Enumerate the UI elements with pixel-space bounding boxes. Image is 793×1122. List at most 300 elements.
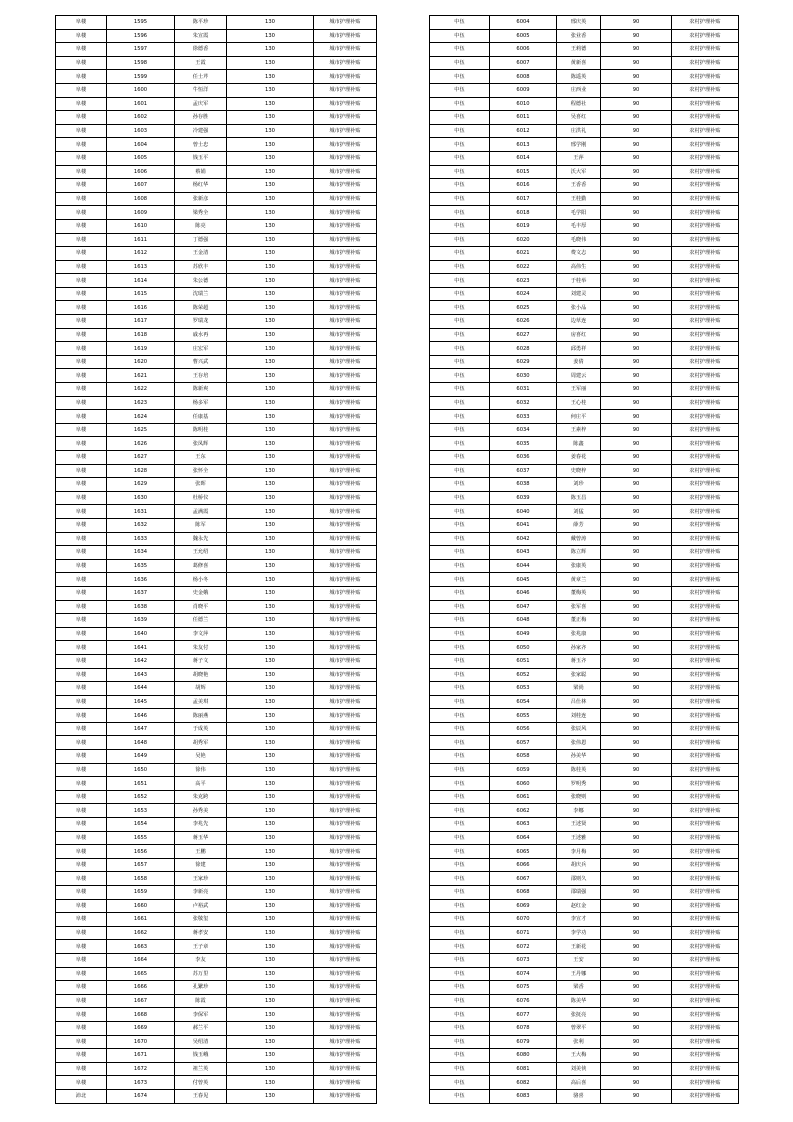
- town-cell: 中伍: [430, 641, 490, 655]
- serial-cell: 1645: [107, 695, 175, 709]
- serial-cell: 1595: [107, 16, 175, 30]
- amount-cell: 90: [601, 777, 672, 791]
- amount-cell: 130: [227, 1089, 314, 1103]
- serial-cell: 1647: [107, 722, 175, 736]
- amount-cell: 90: [601, 396, 672, 410]
- serial-cell: 6046: [490, 586, 557, 600]
- serial-cell: 6036: [490, 451, 557, 465]
- town-cell: 阜楼: [56, 151, 107, 165]
- town-cell: 中伍: [430, 790, 490, 804]
- town-cell: 中伍: [430, 219, 490, 233]
- amount-cell: 90: [601, 559, 672, 573]
- subsidy-type-cell: 城市护理补贴: [314, 369, 377, 383]
- town-cell: 中伍: [430, 383, 490, 397]
- town-cell: 阜楼: [56, 260, 107, 274]
- name-cell: 王东: [175, 451, 227, 465]
- table-row: [430, 1076, 739, 1090]
- name-cell: 陈霞: [175, 994, 227, 1008]
- town-cell: 中伍: [430, 179, 490, 193]
- serial-cell: 1617: [107, 315, 175, 329]
- town-cell: 阜楼: [56, 940, 107, 954]
- subsidy-type-cell: 农村护理补贴: [672, 179, 739, 193]
- table-row: [56, 219, 377, 233]
- name-cell: 张兆康: [557, 627, 601, 641]
- serial-cell: 1638: [107, 600, 175, 614]
- table-row: [430, 668, 739, 682]
- town-cell: 阜楼: [56, 1076, 107, 1090]
- subsidy-type-cell: 农村护理补贴: [672, 383, 739, 397]
- serial-cell: 1620: [107, 355, 175, 369]
- table-row: [56, 777, 377, 791]
- serial-cell: 6061: [490, 790, 557, 804]
- amount-cell: 130: [227, 464, 314, 478]
- town-cell: 阜楼: [56, 600, 107, 614]
- table-row: [56, 383, 377, 397]
- serial-cell: 6018: [490, 206, 557, 220]
- serial-cell: 1606: [107, 165, 175, 179]
- town-cell: 阜楼: [56, 396, 107, 410]
- serial-cell: 1662: [107, 926, 175, 940]
- amount-cell: 90: [601, 233, 672, 247]
- name-cell: 王述雅: [557, 831, 601, 845]
- serial-cell: 1659: [107, 886, 175, 900]
- town-cell: 阜楼: [56, 342, 107, 356]
- serial-cell: 1622: [107, 383, 175, 397]
- serial-cell: 1610: [107, 219, 175, 233]
- amount-cell: 130: [227, 790, 314, 804]
- name-cell: 徐建: [175, 858, 227, 872]
- town-cell: 阜楼: [56, 383, 107, 397]
- table-row: [56, 274, 377, 288]
- serial-cell: 6016: [490, 179, 557, 193]
- subsidy-type-cell: 城市护理补贴: [314, 872, 377, 886]
- subsidy-type-cell: 农村护理补贴: [672, 872, 739, 886]
- amount-cell: 130: [227, 478, 314, 492]
- town-cell: 阜楼: [56, 423, 107, 437]
- serial-cell: 6033: [490, 410, 557, 424]
- subsidy-type-cell: 城市护理补贴: [314, 940, 377, 954]
- table-row: [56, 818, 377, 832]
- table-row: [430, 179, 739, 193]
- town-cell: 中伍: [430, 505, 490, 519]
- table-row: [56, 315, 377, 329]
- serial-cell: 6034: [490, 423, 557, 437]
- subsidy-type-cell: 城市护理补贴: [314, 29, 377, 43]
- serial-cell: 6044: [490, 559, 557, 573]
- subsidy-type-cell: 城市护理补贴: [314, 695, 377, 709]
- table-row: [430, 831, 739, 845]
- amount-cell: 90: [601, 219, 672, 233]
- town-cell: 阜楼: [56, 682, 107, 696]
- table-row: [56, 668, 377, 682]
- amount-cell: 130: [227, 491, 314, 505]
- amount-cell: 90: [601, 845, 672, 859]
- serial-cell: 6031: [490, 383, 557, 397]
- amount-cell: 90: [601, 29, 672, 43]
- table-row: [430, 994, 739, 1008]
- subsidy-type-cell: 农村护理补贴: [672, 886, 739, 900]
- town-cell: 中伍: [430, 301, 490, 315]
- amount-cell: 130: [227, 858, 314, 872]
- name-cell: 王家珍: [175, 872, 227, 886]
- town-cell: 中伍: [430, 1076, 490, 1090]
- town-cell: 中伍: [430, 315, 490, 329]
- name-cell: 陈鑫: [557, 437, 601, 451]
- amount-cell: 130: [227, 886, 314, 900]
- town-cell: 阜楼: [56, 464, 107, 478]
- subsidy-type-cell: 城市护理补贴: [314, 16, 377, 30]
- subsidy-type-cell: 城市护理补贴: [314, 396, 377, 410]
- town-cell: 中伍: [430, 287, 490, 301]
- name-cell: 陈亮: [175, 219, 227, 233]
- name-cell: 张晖: [175, 478, 227, 492]
- table-row: [430, 1008, 739, 1022]
- town-cell: 阜楼: [56, 124, 107, 138]
- subsidy-type-cell: 农村护理补贴: [672, 695, 739, 709]
- serial-cell: 1626: [107, 437, 175, 451]
- amount-cell: 130: [227, 994, 314, 1008]
- subsidy-type-cell: 城市护理补贴: [314, 818, 377, 832]
- name-cell: 胡秀军: [175, 736, 227, 750]
- town-cell: 中伍: [430, 437, 490, 451]
- name-cell: 王安: [557, 953, 601, 967]
- town-cell: 阜楼: [56, 437, 107, 451]
- town-cell: 中伍: [430, 410, 490, 424]
- subsidy-type-cell: 农村护理补贴: [672, 1076, 739, 1090]
- table-row: [56, 518, 377, 532]
- subsidy-type-cell: 城市护理补贴: [314, 682, 377, 696]
- name-cell: 张伟恩: [557, 736, 601, 750]
- amount-cell: 90: [601, 818, 672, 832]
- subsidy-type-cell: 城市护理补贴: [314, 274, 377, 288]
- amount-cell: 130: [227, 369, 314, 383]
- table-row: [430, 505, 739, 519]
- name-cell: 王允绍: [175, 546, 227, 560]
- town-cell: 阜楼: [56, 790, 107, 804]
- table-row: [430, 981, 739, 995]
- name-cell: 陈明桂: [175, 423, 227, 437]
- subsidy-type-cell: 城市护理补贴: [314, 994, 377, 1008]
- town-cell: 中伍: [430, 1008, 490, 1022]
- amount-cell: 90: [601, 56, 672, 70]
- table-row: [56, 192, 377, 206]
- serial-cell: 6066: [490, 858, 557, 872]
- amount-cell: 90: [601, 97, 672, 111]
- amount-cell: 130: [227, 410, 314, 424]
- serial-cell: 6068: [490, 886, 557, 900]
- town-cell: 中伍: [430, 532, 490, 546]
- town-cell: 中伍: [430, 614, 490, 628]
- name-cell: 王霞: [175, 56, 227, 70]
- subsidy-type-cell: 城市护理补贴: [314, 301, 377, 315]
- subsidy-type-cell: 城市护理补贴: [314, 736, 377, 750]
- name-cell: 吴艳: [175, 750, 227, 764]
- table-row: [56, 845, 377, 859]
- serial-cell: 6073: [490, 953, 557, 967]
- amount-cell: 90: [601, 913, 672, 927]
- serial-cell: 1648: [107, 736, 175, 750]
- table-row: [56, 1008, 377, 1022]
- town-cell: 阜楼: [56, 532, 107, 546]
- town-cell: 中伍: [430, 274, 490, 288]
- table-row: [56, 83, 377, 97]
- amount-cell: 90: [601, 355, 672, 369]
- serial-cell: 1670: [107, 1035, 175, 1049]
- table-row: [430, 247, 739, 261]
- table-row: [56, 763, 377, 777]
- serial-cell: 1634: [107, 546, 175, 560]
- serial-cell: 6017: [490, 192, 557, 206]
- subsidy-type-cell: 城市护理补贴: [314, 845, 377, 859]
- table-row: [56, 505, 377, 519]
- serial-cell: 1673: [107, 1076, 175, 1090]
- table-row: [56, 423, 377, 437]
- name-cell: 王述贤: [557, 818, 601, 832]
- town-cell: 中伍: [430, 831, 490, 845]
- table-row: [56, 1049, 377, 1063]
- amount-cell: 130: [227, 926, 314, 940]
- subsidy-type-cell: 农村护理补贴: [672, 1062, 739, 1076]
- serial-cell: 1657: [107, 858, 175, 872]
- amount-cell: 90: [601, 695, 672, 709]
- amount-cell: 130: [227, 383, 314, 397]
- serial-cell: 6059: [490, 763, 557, 777]
- name-cell: 任康基: [175, 410, 227, 424]
- table-row: [430, 886, 739, 900]
- town-cell: 阜楼: [56, 43, 107, 57]
- town-cell: 阜楼: [56, 70, 107, 84]
- subsidy-type-cell: 农村护理补贴: [672, 845, 739, 859]
- serial-cell: 1644: [107, 682, 175, 696]
- name-cell: 丁德强: [175, 233, 227, 247]
- subsidy-type-cell: 城市护理补贴: [314, 478, 377, 492]
- table-row: [56, 1089, 377, 1103]
- serial-cell: 6011: [490, 111, 557, 125]
- town-cell: 中伍: [430, 342, 490, 356]
- table-row: [56, 546, 377, 560]
- table-row: [430, 709, 739, 723]
- table-row: [430, 1049, 739, 1063]
- town-cell: 中伍: [430, 491, 490, 505]
- amount-cell: 90: [601, 315, 672, 329]
- town-cell: 阜楼: [56, 478, 107, 492]
- name-cell: 毛学阳: [557, 206, 601, 220]
- subsidy-type-cell: 城市护理补贴: [314, 1049, 377, 1063]
- table-row: [430, 97, 739, 111]
- table-row: [430, 573, 739, 587]
- amount-cell: 90: [601, 573, 672, 587]
- amount-cell: 130: [227, 437, 314, 451]
- serial-cell: 1630: [107, 491, 175, 505]
- amount-cell: 130: [227, 124, 314, 138]
- left-subsidy-table: [55, 15, 377, 1104]
- subsidy-type-cell: 城市护理补贴: [314, 1076, 377, 1090]
- table-row: [430, 151, 739, 165]
- town-cell: 中伍: [430, 247, 490, 261]
- table-row: [430, 260, 739, 274]
- subsidy-type-cell: 农村护理补贴: [672, 451, 739, 465]
- serial-cell: 6037: [490, 464, 557, 478]
- serial-cell: 1658: [107, 872, 175, 886]
- name-cell: 张小品: [557, 301, 601, 315]
- table-row: [430, 396, 739, 410]
- right-subsidy-table: [429, 15, 739, 1104]
- amount-cell: 90: [601, 124, 672, 138]
- amount-cell: 90: [601, 600, 672, 614]
- town-cell: 阜楼: [56, 777, 107, 791]
- name-cell: 胡晓艳: [175, 668, 227, 682]
- serial-cell: 1649: [107, 750, 175, 764]
- table-row: [56, 70, 377, 84]
- name-cell: 沈瑞兰: [175, 287, 227, 301]
- serial-cell: 6022: [490, 260, 557, 274]
- town-cell: 阜楼: [56, 627, 107, 641]
- amount-cell: 130: [227, 940, 314, 954]
- subsidy-type-cell: 城市护理补贴: [314, 328, 377, 342]
- name-cell: 张敬玺: [175, 913, 227, 927]
- subsidy-type-cell: 城市护理补贴: [314, 219, 377, 233]
- town-cell: 阜楼: [56, 179, 107, 193]
- name-cell: 朱友付: [175, 641, 227, 655]
- amount-cell: 90: [601, 940, 672, 954]
- amount-cell: 130: [227, 355, 314, 369]
- amount-cell: 90: [601, 247, 672, 261]
- town-cell: 中伍: [430, 138, 490, 152]
- serial-cell: 1632: [107, 518, 175, 532]
- name-cell: 陈平珍: [175, 16, 227, 30]
- name-cell: 曹兴武: [175, 355, 227, 369]
- name-cell: 孙美华: [557, 750, 601, 764]
- town-cell: 中伍: [430, 355, 490, 369]
- subsidy-type-cell: 农村护理补贴: [672, 97, 739, 111]
- serial-cell: 6039: [490, 491, 557, 505]
- name-cell: 肖晓平: [175, 600, 227, 614]
- subsidy-type-cell: 农村护理补贴: [672, 940, 739, 954]
- amount-cell: 130: [227, 451, 314, 465]
- subsidy-type-cell: 农村护理补贴: [672, 722, 739, 736]
- serial-cell: 6038: [490, 478, 557, 492]
- subsidy-type-cell: 城市护理补贴: [314, 777, 377, 791]
- amount-cell: 90: [601, 586, 672, 600]
- name-cell: 邵瑞强: [557, 886, 601, 900]
- amount-cell: 90: [601, 627, 672, 641]
- amount-cell: 130: [227, 600, 314, 614]
- left-table-body: [56, 16, 377, 1104]
- subsidy-type-cell: 城市护理补贴: [314, 423, 377, 437]
- serial-cell: 1639: [107, 614, 175, 628]
- amount-cell: 130: [227, 831, 314, 845]
- subsidy-type-cell: 城市护理补贴: [314, 1021, 377, 1035]
- serial-cell: 1646: [107, 709, 175, 723]
- name-cell: 骆喜: [557, 1089, 601, 1103]
- amount-cell: 90: [601, 192, 672, 206]
- serial-cell: 6056: [490, 722, 557, 736]
- amount-cell: 90: [601, 994, 672, 1008]
- town-cell: 阜楼: [56, 913, 107, 927]
- table-row: [430, 328, 739, 342]
- name-cell: 周建云: [557, 369, 601, 383]
- table-row: [56, 233, 377, 247]
- subsidy-type-cell: 农村护理补贴: [672, 1049, 739, 1063]
- table-row: [430, 165, 739, 179]
- amount-cell: 90: [601, 464, 672, 478]
- name-cell: 陈美华: [557, 994, 601, 1008]
- town-cell: 中伍: [430, 600, 490, 614]
- town-cell: 阜楼: [56, 981, 107, 995]
- subsidy-type-cell: 城市护理补贴: [314, 899, 377, 913]
- serial-cell: 1650: [107, 763, 175, 777]
- amount-cell: 130: [227, 233, 314, 247]
- town-cell: 中伍: [430, 518, 490, 532]
- subsidy-type-cell: 城市护理补贴: [314, 750, 377, 764]
- table-row: [430, 192, 739, 206]
- table-row: [56, 56, 377, 70]
- subsidy-type-cell: 城市护理补贴: [314, 953, 377, 967]
- amount-cell: 90: [601, 641, 672, 655]
- subsidy-type-cell: 农村护理补贴: [672, 287, 739, 301]
- amount-cell: 90: [601, 1062, 672, 1076]
- subsidy-type-cell: 农村护理补贴: [672, 16, 739, 30]
- subsidy-type-cell: 城市护理补贴: [314, 56, 377, 70]
- name-cell: 戚水再: [175, 328, 227, 342]
- table-row: [56, 736, 377, 750]
- table-row: [430, 913, 739, 927]
- table-row: [430, 491, 739, 505]
- subsidy-type-cell: 农村护理补贴: [672, 546, 739, 560]
- table-row: [430, 219, 739, 233]
- name-cell: 梁香: [557, 981, 601, 995]
- amount-cell: 130: [227, 981, 314, 995]
- amount-cell: 90: [601, 1021, 672, 1035]
- name-cell: 姜倩: [557, 355, 601, 369]
- table-row: [430, 410, 739, 424]
- name-cell: 黄新喜: [557, 56, 601, 70]
- town-cell: 中伍: [430, 124, 490, 138]
- amount-cell: 130: [227, 709, 314, 723]
- right-table-body: [430, 16, 739, 1104]
- table-row: [430, 682, 739, 696]
- amount-cell: 90: [601, 287, 672, 301]
- table-row: [430, 83, 739, 97]
- table-row: [430, 872, 739, 886]
- amount-cell: 130: [227, 328, 314, 342]
- serial-cell: 6064: [490, 831, 557, 845]
- serial-cell: 6025: [490, 301, 557, 315]
- name-cell: 陈军: [175, 518, 227, 532]
- table-row: [56, 994, 377, 1008]
- name-cell: 邢庆英: [557, 16, 601, 30]
- subsidy-type-cell: 城市护理补贴: [314, 709, 377, 723]
- town-cell: 中伍: [430, 654, 490, 668]
- subsidy-type-cell: 农村护理补贴: [672, 423, 739, 437]
- subsidy-type-cell: 城市护理补贴: [314, 233, 377, 247]
- serial-cell: 6078: [490, 1021, 557, 1035]
- subsidy-type-cell: 城市护理补贴: [314, 926, 377, 940]
- amount-cell: 90: [601, 1049, 672, 1063]
- subsidy-type-cell: 城市护理补贴: [314, 614, 377, 628]
- amount-cell: 90: [601, 872, 672, 886]
- serial-cell: 1603: [107, 124, 175, 138]
- name-cell: 邢学刚: [557, 138, 601, 152]
- table-row: [430, 627, 739, 641]
- table-row: [56, 464, 377, 478]
- name-cell: 徐德香: [175, 43, 227, 57]
- amount-cell: 130: [227, 641, 314, 655]
- name-cell: 陈丽燕: [175, 709, 227, 723]
- subsidy-type-cell: 城市护理补贴: [314, 287, 377, 301]
- subsidy-type-cell: 城市护理补贴: [314, 70, 377, 84]
- subsidy-type-cell: 农村护理补贴: [672, 124, 739, 138]
